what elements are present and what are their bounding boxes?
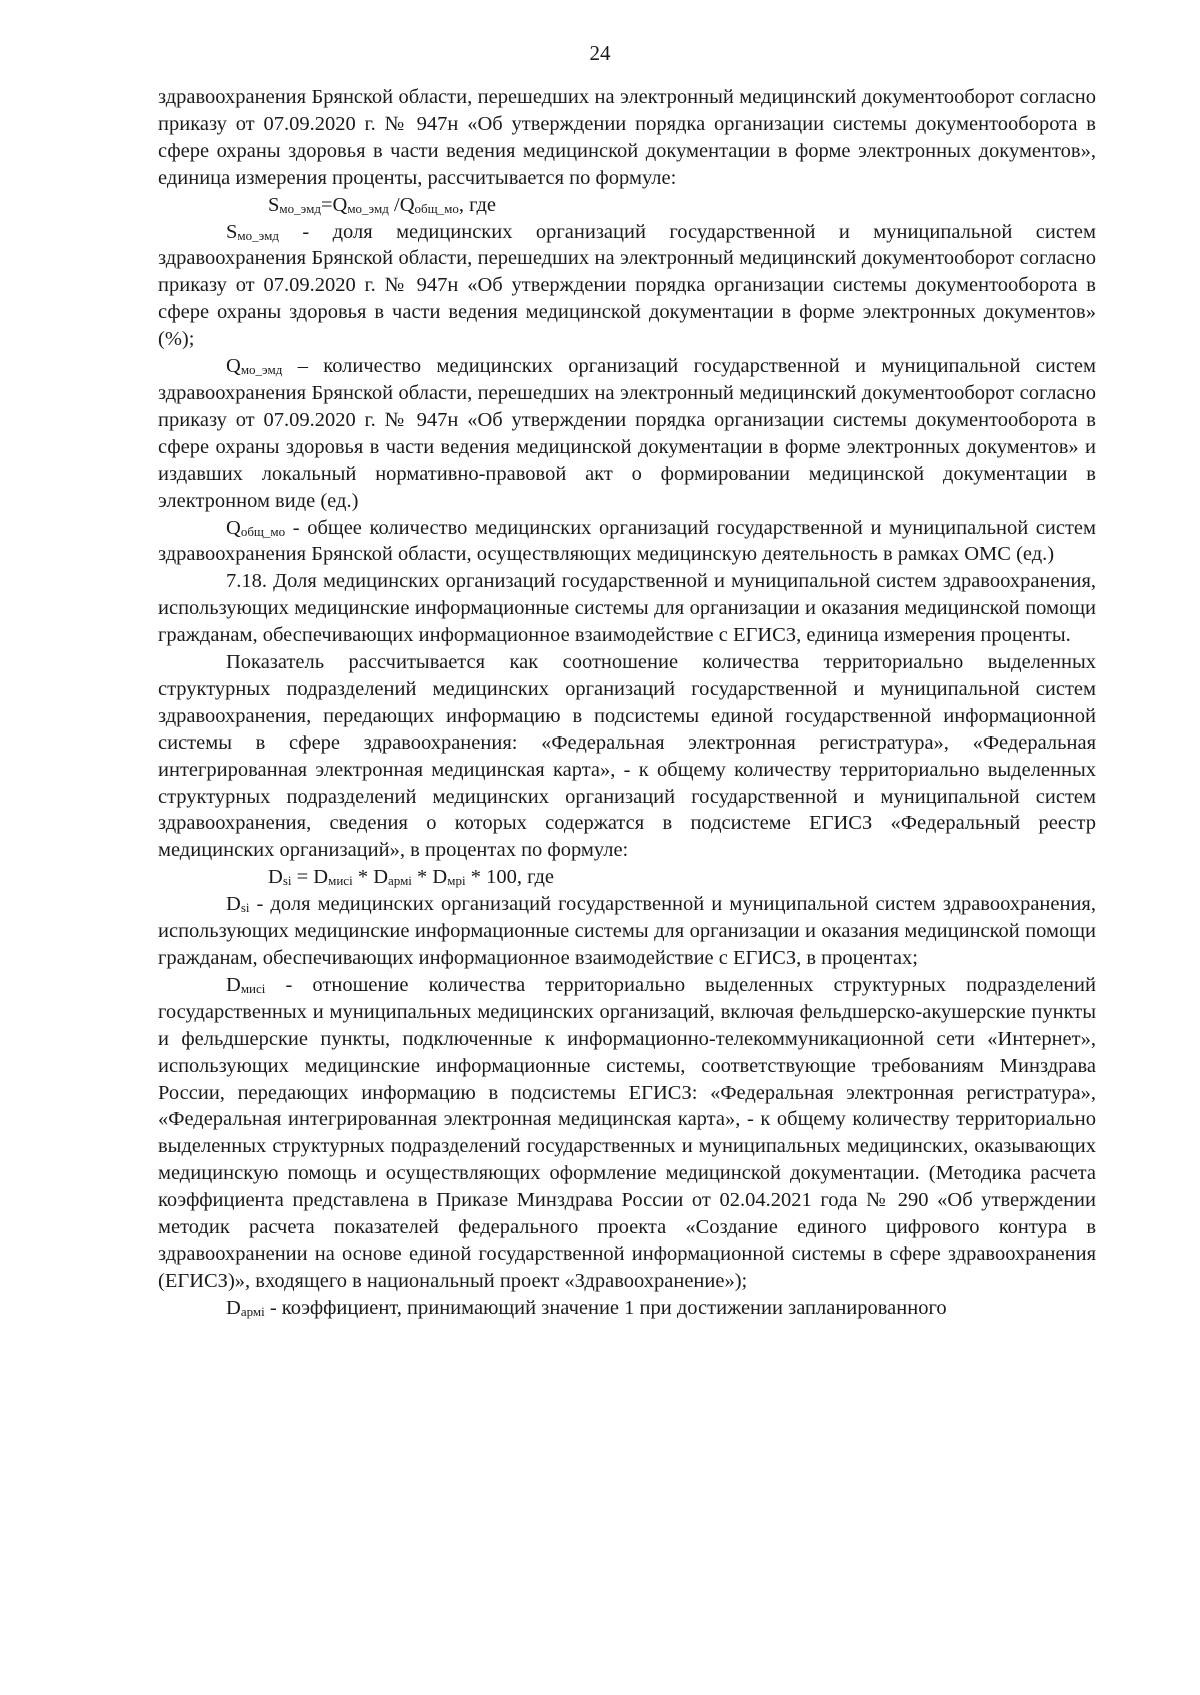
paragraph-intro: здравоохранения Брянской области, перешедших на электронный медицинский документооборот согласно приказу от 07.09.2020 г. № 947н «Об утверждении порядка организации системы документооборота в сфере охраны здоровья в части ведения медицинской документации в форме электронных документов», единица измерения проценты, рассчитывается по формуле: bbox=[158, 86, 1096, 189]
definition-s-mo-emd: $S_{мо\_эмд}$ - доля медицинских организаций государственной и муниципальной систем здравоохранения Брянской области, перешедших на электронный медицинский документооборот согласно приказу от 07.09.2020 г. № 947н «Об утверждении порядка организации системы документооборота в сфере охраны здоровья в части ведения медицинской документации в форме электронных документов» (%); bbox=[158, 220, 1096, 351]
document-body bbox=[158, 84, 1096, 1322]
indicator-description: Показатель рассчитывается как соотношение количества территориально выделенных структурных подразделений медицинских организаций государственной и муниципальной систем здравоохранения, передающих информацию в подсистемы единой государственной информационной системы в сфере здравоохранения: «Федеральная электронная регистратура», «Федеральная интегрированная электронная медицинская карта», - к общему количеству территориально выделенных структурных подразделений медицинских организаций государственной и муниципальной систем здравоохранения, сведения о которых содержатся в подсистеме ЕГИСЗ «Федеральный реестр медицинских организаций», в процентах по формуле: bbox=[158, 651, 1096, 862]
definition-d-si: $D_{si}$ - доля медицинских организаций государственной и муниципальной систем здравоохранения, использующих медицинские информационные системы для организации и оказания медицинской помощи гражданам, обеспечивающих информационное взаимодействие с ЕГИСЗ, в процентах; bbox=[158, 893, 1096, 969]
formula-d-si: $D_{si} = D_{мисi} * D_{армi} * D_{мрi} * 100$, где bbox=[268, 866, 554, 889]
definition-q-obsch-mo: $Q_{общ\_мо}$ - общее количество медицинских организаций государственной и муниципальной систем здравоохранения Брянской области, осуществляющих медицинскую деятельность в рамках ОМС (ед.) bbox=[158, 516, 1096, 566]
definition-d-armi: $D_{армi}$ - коэффициент, принимающий значение 1 при достижении запланированного bbox=[226, 1296, 947, 1319]
definition-q-mo-emd: $Q_{мо\_эмд}$ – количество медицинских организаций государственной и муниципальной систем здравоохранения Брянской области, перешедших на электронный медицинский документооборот согласно приказу от 07.09.2020 г. № 947н «Об утверждении порядка организации системы документооборота в сфере охраны здоровья в части ведения медицинской документации в форме электронных документов» и издавших локальный нормативно-правовой акт о формировании медицинской документации в электронном виде (ед.) bbox=[158, 355, 1096, 512]
page-number: 24 bbox=[589, 41, 611, 65]
formula-s-mo-emd: $S_{мо\_эмд}=Q_{мо\_эмд}$ $/Q_{общ\_мо}$, где bbox=[268, 193, 497, 216]
definition-d-misi: $D_{мисi}$ - отношение количества территориально выделенных структурных подразделений государственных и муниципальных медицинских организаций, включая фельдшерско-акушерские пункты и фельдшерские пункты, подключенные к информационно-телекоммуникационной сети «Интернет», использующих медицинские информационные системы, соответствующие требованиям Минздрава России, передающих информацию в подсистемы ЕГИСЗ: «Федеральная электронная регистратура», «Федеральная интегрированная электронная медицинская карта», - к общему количеству территориально выделенных структурных подразделений государственных и муниципальных медицинских, оказывающих медицинскую помощь и осуществляющих оформление медицинской документации. (Методика расчета коэффициента представлена в Приказе Минздрава России от 02.04.2021 года № 290 «Об утверждении методик расчета показателей федерального проекта «Создание единого цифрового контура в здравоохранении на основе единой государственной информационной системы в сфере здравоохранения (ЕГИСЗ)», входящего в национальный проект «Здравоохранение»); bbox=[158, 973, 1096, 1292]
section-7-18-heading: 7.18. Доля медицинских организаций государственной и муниципальной систем здравоохранения, использующих медицинские информационные системы для организации и оказания медицинской помощи гражданам, обеспечивающих информационное взаимодействие с ЕГИСЗ, единица измерения проценты. bbox=[158, 570, 1096, 647]
